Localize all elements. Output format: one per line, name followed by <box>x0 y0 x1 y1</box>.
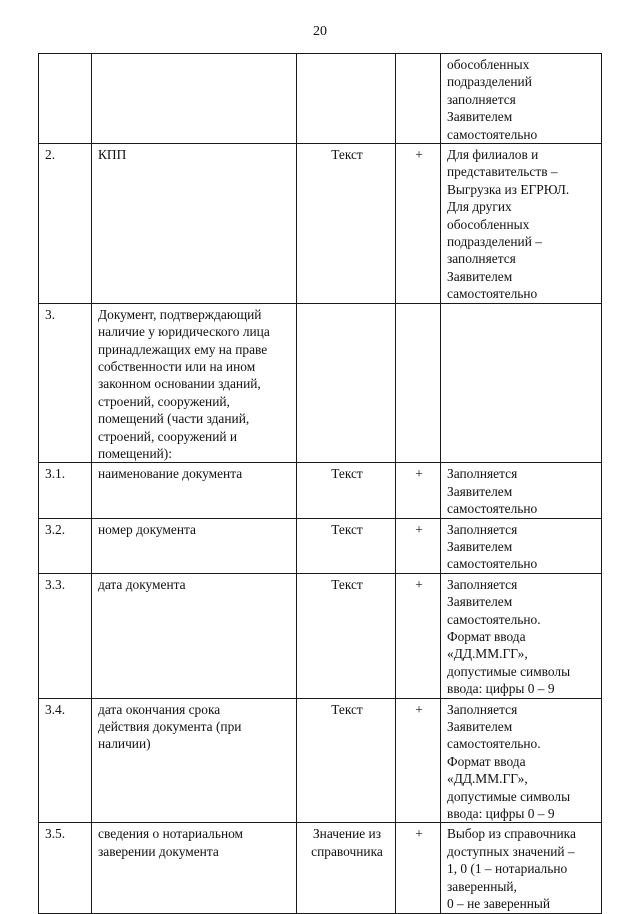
field-source: Для филиалов и представительств – Выгрузка из ЕГРЮЛ. Для других обособленных подразделений – заполняется Заявителем самостоятельно <box>447 147 570 302</box>
field-source-cell <box>441 698 602 823</box>
field-source: Заполняется Заявителем самостоятельно <box>447 466 538 517</box>
table-row <box>39 463 602 518</box>
table-row <box>39 303 602 463</box>
field-type-cell <box>297 303 396 463</box>
required-mark-cell <box>396 463 441 518</box>
field-type-cell <box>297 54 396 144</box>
table-row <box>39 823 602 913</box>
required-mark: + <box>415 147 423 163</box>
row-number: 3.4. <box>45 701 66 717</box>
field-name: дата окончания срока действия документа (при наличии) <box>98 701 242 752</box>
table-row <box>39 518 602 573</box>
required-mark: + <box>415 466 423 482</box>
field-type: Текст <box>331 466 363 482</box>
field-source-cell <box>441 54 602 144</box>
field-type-cell <box>297 823 396 913</box>
required-mark: + <box>415 826 423 842</box>
field-name-cell <box>92 823 297 913</box>
page-number: 20 <box>313 24 327 39</box>
row-number: 3.2. <box>45 521 66 537</box>
row-number-cell <box>39 573 92 698</box>
field-source-cell <box>441 573 602 698</box>
row-number: 2. <box>45 147 56 163</box>
field-name: Документ, подтверждающий наличие у юридического лица принадлежащих ему на праве собственности или на ином законном основании зданий, строений, сооружений, помещений (части зданий, строений, сооружений и помещений): <box>98 306 270 461</box>
required-mark-cell <box>396 573 441 698</box>
field-source-cell <box>441 463 602 518</box>
field-name: номер документа <box>98 521 196 537</box>
field-name-cell <box>92 463 297 518</box>
field-type-cell <box>297 144 396 304</box>
field-source-cell <box>441 518 602 573</box>
field-source-cell <box>441 823 602 913</box>
row-number-cell <box>39 518 92 573</box>
field-name: наименование документа <box>98 466 243 482</box>
field-source: обособленных подразделений заполняется Заявителем самостоятельно <box>447 57 538 142</box>
required-mark: + <box>415 576 423 592</box>
field-name-cell <box>92 518 297 573</box>
row-number: 3.1. <box>45 466 66 482</box>
field-type-cell <box>297 573 396 698</box>
field-type: Текст <box>331 147 363 163</box>
required-mark-cell <box>396 54 441 144</box>
row-number-cell <box>39 698 92 823</box>
fields-table <box>38 53 602 914</box>
field-name: дата документа <box>98 576 186 592</box>
field-name-cell <box>92 698 297 823</box>
row-number: 3.5. <box>45 826 66 842</box>
field-type-cell <box>297 518 396 573</box>
field-type-cell <box>297 463 396 518</box>
field-type: Текст <box>331 701 363 717</box>
field-name: КПП <box>98 147 127 163</box>
table-row <box>39 144 602 304</box>
row-number-cell <box>39 54 92 144</box>
field-name-cell <box>92 144 297 304</box>
table-row <box>39 573 602 698</box>
field-type: Значение из справочника <box>311 826 383 859</box>
field-source: Заполняется Заявителем самостоятельно <box>447 521 538 572</box>
required-mark-cell <box>396 518 441 573</box>
row-number-cell <box>39 823 92 913</box>
field-type-cell <box>297 698 396 823</box>
required-mark: + <box>415 521 423 537</box>
required-mark: + <box>415 701 423 717</box>
field-source-cell <box>441 144 602 304</box>
field-name-cell <box>92 573 297 698</box>
field-type: Текст <box>331 521 363 537</box>
table-row <box>39 698 602 823</box>
row-number: 3.3. <box>45 576 66 592</box>
required-mark-cell <box>396 698 441 823</box>
field-name-cell <box>92 54 297 144</box>
required-mark-cell <box>396 144 441 304</box>
fields-table-body <box>39 54 602 914</box>
field-source-cell <box>441 303 602 463</box>
field-source: Заполняется Заявителем самостоятельно. Формат ввода «ДД.ММ.ГГ», допустимые символы ввода: цифры 0 – 9 <box>447 576 571 697</box>
row-number: 3. <box>45 306 56 322</box>
field-name-cell <box>92 303 297 463</box>
field-source: Заполняется Заявителем самостоятельно. Формат ввода «ДД.ММ.ГГ», допустимые символы ввода: цифры 0 – 9 <box>447 701 571 822</box>
field-type: Текст <box>331 576 363 592</box>
field-source: Выбор из справочника доступных значений – 1, 0 (1 – нотариально заверенный, 0 – не заверенный <box>447 826 576 912</box>
required-mark-cell <box>396 823 441 913</box>
row-number-cell <box>39 303 92 463</box>
row-number-cell <box>39 144 92 304</box>
table-row <box>39 54 602 144</box>
row-number-cell <box>39 463 92 518</box>
required-mark-cell <box>396 303 441 463</box>
field-name: сведения о нотариальном заверении документа <box>98 826 244 859</box>
